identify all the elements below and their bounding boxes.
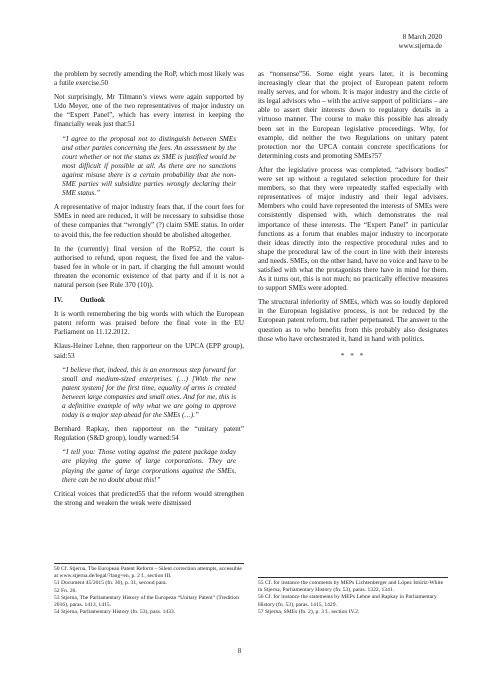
footnotes-right bbox=[258, 577, 448, 616]
paragraph: as “nonsense”56. Some eight years later, it is becoming increasingly clear that the project of European patent reform really serves, and for whom. It is major industry and the circle of its legal advisors who – with the active support of politicians – are able to assert their interests down to regulatory details in a virtuoso manner. The course to make this possible has already been set in the European legislative proceedings. Why, for example, did neither the two Regulations on unitary patent protection nor the UPCA contain concrete specifications for determining costs and promoting SMEs?57 bbox=[258, 70, 448, 160]
quote: “I believe that, indeed, this is an enormous step forward for small and medium-sized enterprises. (…) [With the new patent system] for the first time, equality of arms is created between large companies and small ones. And for me, this is a definitive example of why what we are going to approve today is a major step ahead for the SMEs (…).” bbox=[62, 365, 236, 420]
footnote: 55 Cf. for instance the comments by MEPs Lichtenberger and López Istúriz-White in Stjerna, Parliamentary History (fn. 53), paras. 1322, 1341. bbox=[258, 580, 444, 594]
section-title: Outlook bbox=[80, 296, 105, 305]
footnote: 52 Fn. 26. bbox=[54, 587, 77, 594]
paragraph: After the legislative process was completed, “advisory bodies” were set up without a regulated selection procedure for their members, so that they were repeatedly staffed especially with representatives of major industry and their legal advisers. Members who could have represented the interests of SMEs were consistently dispensed with, which demonstrates the real importance of these interests. The “Expert Panel” in particular functions as a forum that enables major industry to incorporate their ideas directly into the respective procedural rules and to shape the procedural law of the court in line with their interests and needs. SMEs, on the other hand, have no voice and have to be satisfied with what the protagonists there have in mind for them. As it turns out, this is not much; no practically effective measures to support SMEs were adopted. bbox=[258, 165, 448, 293]
footnotes-left bbox=[54, 563, 244, 616]
header-site: www.stjerna.de bbox=[398, 42, 442, 50]
footnote: 57 Stjerna, SMEs (fn. 2), p. 3 f., section IV.2. bbox=[258, 608, 360, 615]
header-date: 8 March 2020 bbox=[402, 33, 442, 41]
paragraph: A representative of major industry fears that, if the court fees for SMEs in need are reduced, it will be necessary to subsidise those of these companies that “wrongly” (?) claim SME status. In order to avoid this, the fee reduction should be abolished altogether. bbox=[54, 203, 244, 239]
page-header bbox=[399, 33, 442, 51]
paragraph: Bernhard Rapkay, then rapporteur on the “unitary patent” Regulation (S&D group), loudly warned:54 bbox=[54, 425, 244, 443]
paragraph: Critical voices that predicted55 that the reform would strengthen the strong and weaken the weak were dismissed bbox=[54, 489, 244, 507]
left-column bbox=[54, 70, 244, 513]
paragraph: It is worth remembering the big words with which the European patent reform was praised before the final vote in the EU Parliament on 11.12.2012. bbox=[54, 310, 244, 337]
paragraph: Klaus-Heiner Lehne, then rapporteur on the UPCA (EPP group), said:53 bbox=[54, 342, 244, 360]
footnote: 53 Stjerna, The Parliamentary History of the European “Unitary Patent” (Tredition 2016), paras. 1413, 1415. bbox=[54, 594, 240, 609]
quote: “I agree to the proposal not to distinguish between SMEs and other parties concerning the fees. An assessment by the court whether or not the status as SME is justified would be most difficult if possible at all. As there are no sanctions against misuse there is a certain probability that the non-SME parties will subsidize parties wrongly declaring their SME status.” bbox=[62, 134, 236, 198]
footnote: 50 Cf. Stjerna, The European Patent Reform – Silent correction attempts, accessible at www.stjerna.de/legal/?lang=en, p. 2 f., section III. bbox=[54, 566, 242, 580]
paragraph: The structural inferiority of SMEs, which was so loudly deplored in the European legislative process, is not be reduced by the European patent reform, but rather perpetuated. The answer to the question as to who benefits from this probably also designates those who have orchestrated it, hand in hand with politics. bbox=[258, 298, 448, 343]
quote: “I tell you: Those voting against the patent package today are playing the game of large corporations. They are playing the game of large corporations against the SMEs, there can be no doubt about this!” bbox=[62, 448, 236, 484]
section-divider: * * * bbox=[340, 351, 366, 360]
section-number: IV. bbox=[54, 296, 63, 305]
right-column bbox=[258, 70, 448, 361]
section-heading bbox=[54, 296, 244, 305]
footnote: 56 Cf. for instance the statements by MEPs Lehne and Rapkay in Parliamentary History (fn. 53), paras. 1415, 1429. bbox=[258, 594, 437, 608]
footnote: 54 Stjerna, Parliamentary History (fn. 53), para. 1433. bbox=[54, 609, 176, 616]
page-number: 8 bbox=[237, 647, 242, 655]
paragraph: Not surprisingly, Mr Tilmann’s views were again supported by Udo Meyer, one of the two representatives of major industry on the “Expert Panel”, which has every interest in keeping the financially weak just that:51 bbox=[54, 93, 244, 129]
paragraph: the problem by secretly amending the RoP, which most likely was a futile exercise.50 bbox=[54, 70, 244, 88]
footnote: 51 Document 45/2015 (fn. 36), p. 31, second para. bbox=[54, 580, 167, 587]
paragraph: In the (currently) final version of the RoP52, the court is authorised to refund, upon request, the fixed fee and the value-based fee in whole or in part, if charging the full amount would threaten the economic existence of that party and if it is not a natural person (see Rule 370 (10)). bbox=[54, 244, 244, 289]
